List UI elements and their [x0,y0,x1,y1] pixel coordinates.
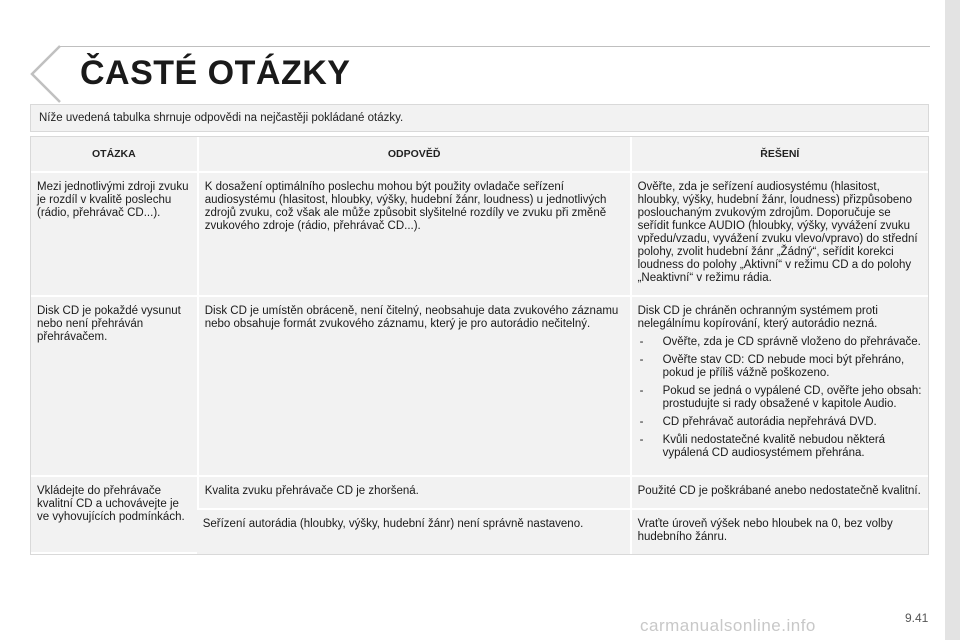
watermark: carmanualsonline.info [640,616,816,635]
question-cell: Mezi jednotlivými zdroji zvuku je rozdíl v kvalitě poslechu (rádio, přehrávač CD...). [31,173,197,297]
header-answer: ODPOVĚĎ [197,137,630,173]
solution-cell: Vraťte úroveň výšek nebo hloubek na 0, bez volby hudebního žánru. [630,510,928,554]
list-item: - Kvůli nedostatečné kvalitě nebudou některá vypálená CD audiosystémem přehrána. [638,434,922,460]
list-item: - Ověřte stav CD: CD nebude moci být přehráno, pokud je příliš vážně poškozeno. [638,354,922,380]
title-arrow-icon [18,24,88,104]
answer-cell: Seřízení autorádia (hloubky, výšky, hudební žánr) není správně nastaveno. [202,518,584,530]
solution-cell: Ověřte, zda je seřízení audiosystému (hlasitost, hloubky, výšky, hudební žánr, loudness) přizpůsobeno poslouchaným zvukovým zdrojům. Doporučuje se seřídit funkce AUDIO (hloubky, výšky, vyvážení zvuku vpředu/vzadu, vyvážení zvuku vlevo/vpravo) do střední polohy, zvolit hudební žánr „Žádný“, seřídit korekci loudness do polohy „Aktivní“ v režimu CD a do polohy „Neaktivní“ v režimu rádia. [630,173,928,297]
table-row [31,297,928,477]
intro-text: Níže uvedená tabulka shrnuje odpovědi na nejčastěji pokládané otázky. [39,112,404,124]
page-title: ČASTÉ OTÁZKY [80,54,351,92]
solution-list [638,336,922,460]
solution-cell [630,297,928,477]
table-row [31,477,928,510]
table-row [31,173,928,297]
table-header-row [31,137,928,173]
page-number: 9.41 [905,611,929,625]
list-item: - Ověřte, zda je CD správně vloženo do přehrávače. [638,336,922,349]
question-cell: Disk CD je pokaždé vysunut nebo není přehráván přehrávačem. [31,297,197,477]
title-rule [60,46,930,47]
solution-cell: Použité CD je poškrábané anebo nedostatečně kvalitní. [630,477,928,510]
intro-box [30,104,929,132]
header-solution: ŘEŠENÍ [630,137,928,173]
faq-table [30,136,929,555]
list-item: - Pokud se jedná o vypálené CD, ověřte jeho obsah: prostudujte si rady obsažené v kapitole Audio. [638,385,922,411]
answer-cell: Disk CD je umístěn obráceně, není čitelný, neobsahuje data zvukového záznamu nebo obsahuje formát zvukového záznamu, který je pro autorádio nečitelný. [197,297,630,477]
page-edge-strip [945,0,960,640]
list-item: - CD přehrávač autorádia nepřehrává DVD. [638,416,922,429]
question-cell: Vkládejte do přehrávače kvalitní CD a uchovávejte je ve vyhovujících podmínkách. [31,477,197,554]
answer-cell: Kvalita zvuku přehrávače CD je zhoršená. [197,477,630,510]
header-question: OTÁZKA [31,137,197,173]
answer-cell: K dosažení optimálního poslechu mohou být použity ovladače seřízení audiosystému (hlasitost, hloubky, výšky, hudební žánr, loudness) u jednotlivých zdrojů zvuku, což však ale může způsobit slyšitelné rozdíly ve zvuku při změně zvukového zdroje (rádio, přehrávač CD...). [197,173,630,297]
solution-intro: Disk CD je chráněn ochranným systémem proti nelegálnímu kopírování, který autorádio nezná. [637,305,878,330]
